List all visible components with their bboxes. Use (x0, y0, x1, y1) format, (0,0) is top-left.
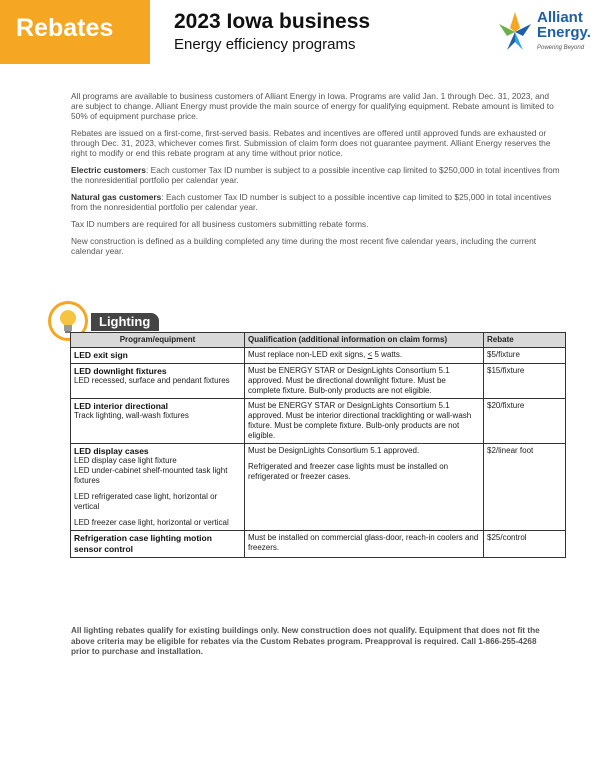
table-row (71, 531, 566, 558)
program-detail: LED recessed, surface and pendant fixtures (74, 376, 230, 385)
table-row (71, 364, 566, 399)
table-row (71, 399, 566, 444)
footer-note: All lighting rebates qualify for existing buildings only. New construction does not qualify. Equipment that does not fit the above criteria may be eligible for rebates via the Custom Rebates program. Preapproval is required. Call 1-866-255-4268 prior to purchase and installation. (71, 626, 540, 656)
program-cell (71, 364, 245, 399)
qualification-cell: Must be ENERGY STAR or DesignLights Consortium 5.1 approved. Must be interior directional tracklighting or wall-wash fixture. Must be complete fixture. Bulb-only products are not eligible. (245, 399, 484, 444)
column-header-program: Program/equipment (71, 333, 245, 348)
table-row (71, 348, 566, 364)
logo-tagline: Powering Beyond (537, 45, 585, 51)
program-name: Refrigeration case lighting motion sensor control (74, 533, 212, 554)
rebate-cell: $20/fixture (484, 399, 566, 444)
program-name: LED exit sign (74, 350, 128, 360)
program-cell (71, 444, 245, 531)
qualification-cell (245, 348, 484, 364)
intro-paragraph: Rebates are issued on a first-come, first-served basis. Rebates and incentives are offered until approved funds are exhausted or through Dec. 31, 2023, whichever comes first. Submission of claim form does not guarantee payment. Alliant Energy reserves the right to modify or end this rebate program at any time without prior notice. (71, 128, 551, 158)
section-header-lighting (91, 313, 159, 331)
table-header-row (71, 333, 566, 348)
page-subtitle: Energy efficiency programs (174, 36, 356, 53)
page-header (0, 0, 601, 64)
qualification-cell (245, 444, 484, 531)
alliant-energy-logo (495, 10, 595, 58)
logo-star-icon (495, 10, 535, 54)
column-header-rebate: Rebate (484, 333, 566, 348)
logo-text-line2: Energy. (537, 24, 591, 41)
gas-customers-text: : Each customer Tax ID number is subject to a possible incentive cap limited to $25,000 in total incentives from the nonresidential portfolio per calendar year. (71, 192, 552, 212)
lighting-rebates-table (70, 332, 566, 558)
intro-paragraph: All programs are available to business customers of Alliant Energy in Iowa. Programs are valid Jan. 1 through Dec. 31, 2023, and are subject to change. Alliant Energy must provide the main source of energy for qualifying equipment. Rebate amount is limited to 50% of equipment purchase price. (71, 91, 554, 121)
intro-text (71, 91, 563, 263)
intro-paragraph: New construction is defined as a building completed any time during the most recent five calendar years, including the current calendar year. (71, 236, 537, 256)
electric-customers-label: Electric customers (71, 165, 146, 175)
program-detail: Track lighting, wall-wash fixtures (74, 411, 189, 420)
rebate-cell: $5/fixture (484, 348, 566, 364)
rebate-cell: $25/control (484, 531, 566, 558)
qualification-text: Must replace non-LED exit signs, < 5 watts. (248, 350, 403, 359)
rebates-tag (0, 0, 150, 64)
program-detail: LED under-cabinet shelf-mounted task light fixtures (74, 466, 228, 485)
gas-customers-label: Natural gas customers (71, 192, 162, 202)
program-detail: LED display case light fixture (74, 456, 177, 465)
rebate-cell: $2/linear foot (484, 444, 566, 531)
column-header-qualification: Qualification (additional information on claim forms) (245, 333, 484, 348)
intro-paragraph (71, 192, 563, 212)
qualification-text: Must be DesignLights Consortium 5.1 approved. (248, 446, 420, 455)
table-row (71, 444, 566, 531)
qualification-text: Refrigerated and freezer case lights must be installed on refrigerated or freezer cases. (248, 462, 449, 481)
program-cell (71, 399, 245, 444)
program-name: LED interior directional (74, 401, 168, 411)
qualification-cell: Must be installed on commercial glass-door, reach-in coolers and freezers. (245, 531, 484, 558)
program-name: LED downlight fixtures (74, 366, 167, 376)
program-name: LED display cases (74, 446, 149, 456)
rebates-tag-label: Rebates (16, 14, 114, 42)
rebate-cell: $15/fixture (484, 364, 566, 399)
program-cell (71, 348, 245, 364)
section-title: Lighting (99, 314, 151, 329)
intro-paragraph: Tax ID numbers are required for all business customers submitting rebate forms. (71, 219, 369, 229)
electric-customers-text: : Each customer Tax ID number is subject to a possible incentive cap limited to $250,000 in total incentives from the nonresidential portfolio per calendar year. (71, 165, 560, 185)
program-cell (71, 531, 245, 558)
qualification-cell: Must be ENERGY STAR or DesignLights Consortium 5.1 approved. Must be directional downlight fixture. Must be complete fixture. Bulb-only products are not eligible. (245, 364, 484, 399)
page-title: 2023 Iowa business (174, 10, 371, 33)
intro-paragraph (71, 165, 563, 185)
logo-text-line1: Alliant (537, 9, 583, 26)
program-detail: LED freezer case light, horizontal or vertical (74, 518, 229, 527)
program-detail: LED refrigerated case light, horizontal or vertical (74, 492, 218, 511)
